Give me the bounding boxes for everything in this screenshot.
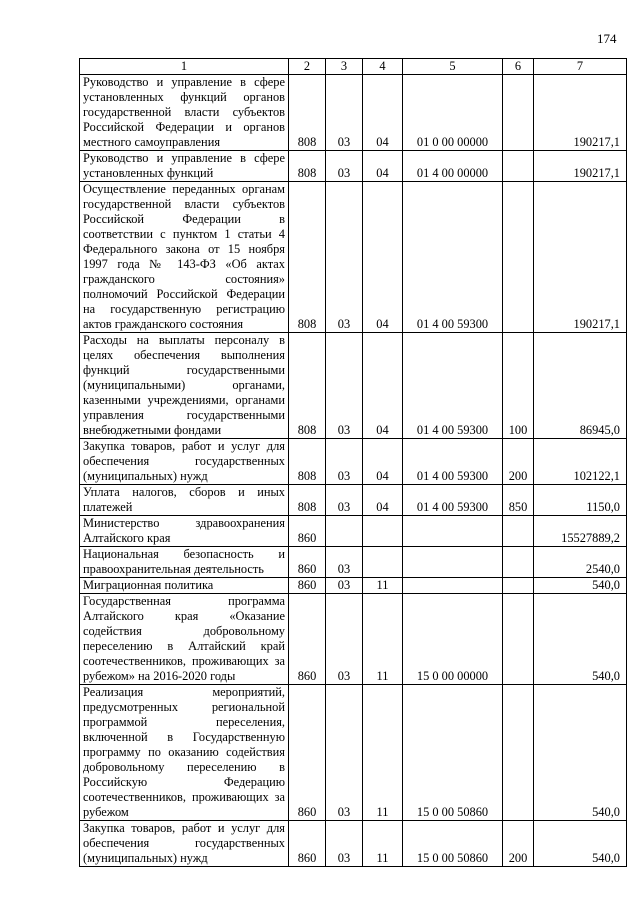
row-description: Министерство здравоохранения Алтайского края bbox=[80, 516, 289, 547]
table-row bbox=[80, 547, 627, 578]
cell-code-5: 01 4 00 59300 bbox=[403, 439, 503, 485]
cell-code-4: 04 bbox=[363, 485, 403, 516]
cell-code-4: 04 bbox=[363, 439, 403, 485]
cell-code-6 bbox=[503, 182, 534, 333]
cell-code-4: 11 bbox=[363, 594, 403, 685]
cell-amount: 86945,0 bbox=[534, 333, 627, 439]
cell-code-5: 01 4 00 59300 bbox=[403, 182, 503, 333]
page-number: 174 bbox=[597, 31, 617, 46]
cell-code-2: 860 bbox=[289, 594, 326, 685]
cell-code-2: 808 bbox=[289, 439, 326, 485]
cell-code-6 bbox=[503, 547, 534, 578]
cell-code-3: 03 bbox=[326, 75, 363, 151]
cell-code-5 bbox=[403, 578, 503, 594]
cell-amount: 540,0 bbox=[534, 578, 627, 594]
cell-code-2: 808 bbox=[289, 151, 326, 182]
table-row bbox=[80, 578, 627, 594]
cell-amount: 1150,0 bbox=[534, 485, 627, 516]
cell-code-2: 808 bbox=[289, 333, 326, 439]
cell-code-6: 850 bbox=[503, 485, 534, 516]
budget-table bbox=[79, 58, 627, 867]
cell-code-3: 03 bbox=[326, 685, 363, 821]
cell-code-2: 860 bbox=[289, 821, 326, 867]
table-row bbox=[80, 516, 627, 547]
row-description: Национальная безопасность и правоохранительная деятельность bbox=[80, 547, 289, 578]
header-cell-1: 1 bbox=[80, 59, 289, 75]
cell-amount: 540,0 bbox=[534, 821, 627, 867]
cell-code-5 bbox=[403, 516, 503, 547]
table-row bbox=[80, 75, 627, 151]
cell-code-2: 860 bbox=[289, 685, 326, 821]
cell-code-3: 03 bbox=[326, 182, 363, 333]
cell-amount: 190217,1 bbox=[534, 151, 627, 182]
cell-code-4: 04 bbox=[363, 182, 403, 333]
cell-code-3: 03 bbox=[326, 439, 363, 485]
cell-code-3: 03 bbox=[326, 578, 363, 594]
header-row bbox=[80, 59, 627, 75]
header-cell-6: 6 bbox=[503, 59, 534, 75]
cell-code-3: 03 bbox=[326, 547, 363, 578]
table-row bbox=[80, 151, 627, 182]
cell-code-6 bbox=[503, 578, 534, 594]
cell-amount: 102122,1 bbox=[534, 439, 627, 485]
table-row bbox=[80, 594, 627, 685]
cell-code-5: 15 0 00 00000 bbox=[403, 594, 503, 685]
table-row bbox=[80, 485, 627, 516]
cell-amount: 190217,1 bbox=[534, 75, 627, 151]
row-description: Руководство и управление в сфере установленных функций bbox=[80, 151, 289, 182]
header-cell-5: 5 bbox=[403, 59, 503, 75]
cell-code-2: 860 bbox=[289, 516, 326, 547]
cell-code-6 bbox=[503, 151, 534, 182]
cell-code-4: 04 bbox=[363, 151, 403, 182]
row-description: Закупка товаров, работ и услуг для обеспечения государственных (муниципальных) нужд bbox=[80, 821, 289, 867]
cell-amount: 540,0 bbox=[534, 594, 627, 685]
row-description: Руководство и управление в сфере установленных функций органов государственной власти субъектов Российской Федерации и органов местного самоуправления bbox=[80, 75, 289, 151]
cell-code-4: 11 bbox=[363, 685, 403, 821]
header-cell-7: 7 bbox=[534, 59, 627, 75]
table-row bbox=[80, 439, 627, 485]
cell-code-5: 15 0 00 50860 bbox=[403, 821, 503, 867]
cell-amount: 540,0 bbox=[534, 685, 627, 821]
cell-code-6 bbox=[503, 594, 534, 685]
cell-code-2: 860 bbox=[289, 547, 326, 578]
table-row bbox=[80, 685, 627, 821]
cell-code-5: 01 4 00 59300 bbox=[403, 333, 503, 439]
cell-code-6 bbox=[503, 516, 534, 547]
cell-code-5: 01 4 00 59300 bbox=[403, 485, 503, 516]
cell-code-3: 03 bbox=[326, 485, 363, 516]
table-row bbox=[80, 821, 627, 867]
cell-code-3 bbox=[326, 516, 363, 547]
cell-code-4 bbox=[363, 516, 403, 547]
cell-code-4: 11 bbox=[363, 821, 403, 867]
table-row bbox=[80, 333, 627, 439]
row-description: Реализация мероприятий, предусмотренных региональной программой переселения, включенной в Государственную программу по оказанию содействия добровольному переселению в Российскую Федерацию соотечественников, проживающих за рубежом bbox=[80, 685, 289, 821]
row-description: Уплата налогов, сборов и иных платежей bbox=[80, 485, 289, 516]
cell-code-5 bbox=[403, 547, 503, 578]
row-description: Расходы на выплаты персоналу в целях обеспечения выполнения функций государственными (муниципальными) органами, казенными учреждениями, органами управления государственными внебюджетными фондами bbox=[80, 333, 289, 439]
cell-code-4: 04 bbox=[363, 333, 403, 439]
row-description: Закупка товаров, работ и услуг для обеспечения государственных (муниципальных) нужд bbox=[80, 439, 289, 485]
cell-code-2: 860 bbox=[289, 578, 326, 594]
cell-code-2: 808 bbox=[289, 75, 326, 151]
cell-code-3: 03 bbox=[326, 594, 363, 685]
row-description: Осуществление переданных органам государственной власти субъектов Российской Федерации в соответствии с пунктом 1 статьи 4 Федерального закона от 15 ноября 1997 года № 143-ФЗ «Об актах гражданского состояния» полномочий Российской Федерации на государственную регистрацию актов гражданского состояния bbox=[80, 182, 289, 333]
cell-code-6: 200 bbox=[503, 439, 534, 485]
cell-code-4: 11 bbox=[363, 578, 403, 594]
cell-code-3: 03 bbox=[326, 333, 363, 439]
cell-code-6 bbox=[503, 75, 534, 151]
cell-code-5: 15 0 00 50860 bbox=[403, 685, 503, 821]
cell-code-3: 03 bbox=[326, 821, 363, 867]
header-cell-3: 3 bbox=[326, 59, 363, 75]
cell-code-5: 01 4 00 00000 bbox=[403, 151, 503, 182]
header-cell-4: 4 bbox=[363, 59, 403, 75]
cell-amount: 15527889,2 bbox=[534, 516, 627, 547]
cell-code-2: 808 bbox=[289, 485, 326, 516]
cell-code-6 bbox=[503, 685, 534, 821]
cell-code-6: 100 bbox=[503, 333, 534, 439]
cell-code-3: 03 bbox=[326, 151, 363, 182]
cell-amount: 2540,0 bbox=[534, 547, 627, 578]
cell-code-5: 01 0 00 00000 bbox=[403, 75, 503, 151]
cell-amount: 190217,1 bbox=[534, 182, 627, 333]
cell-code-4 bbox=[363, 547, 403, 578]
cell-code-6: 200 bbox=[503, 821, 534, 867]
cell-code-4: 04 bbox=[363, 75, 403, 151]
row-description: Государственная программа Алтайского края «Оказание содействия добровольному переселению в Алтайский край соотечественников, проживающих за рубежом» на 2016-2020 годы bbox=[80, 594, 289, 685]
row-description: Миграционная политика bbox=[80, 578, 289, 594]
table-row bbox=[80, 182, 627, 333]
header-cell-2: 2 bbox=[289, 59, 326, 75]
cell-code-2: 808 bbox=[289, 182, 326, 333]
